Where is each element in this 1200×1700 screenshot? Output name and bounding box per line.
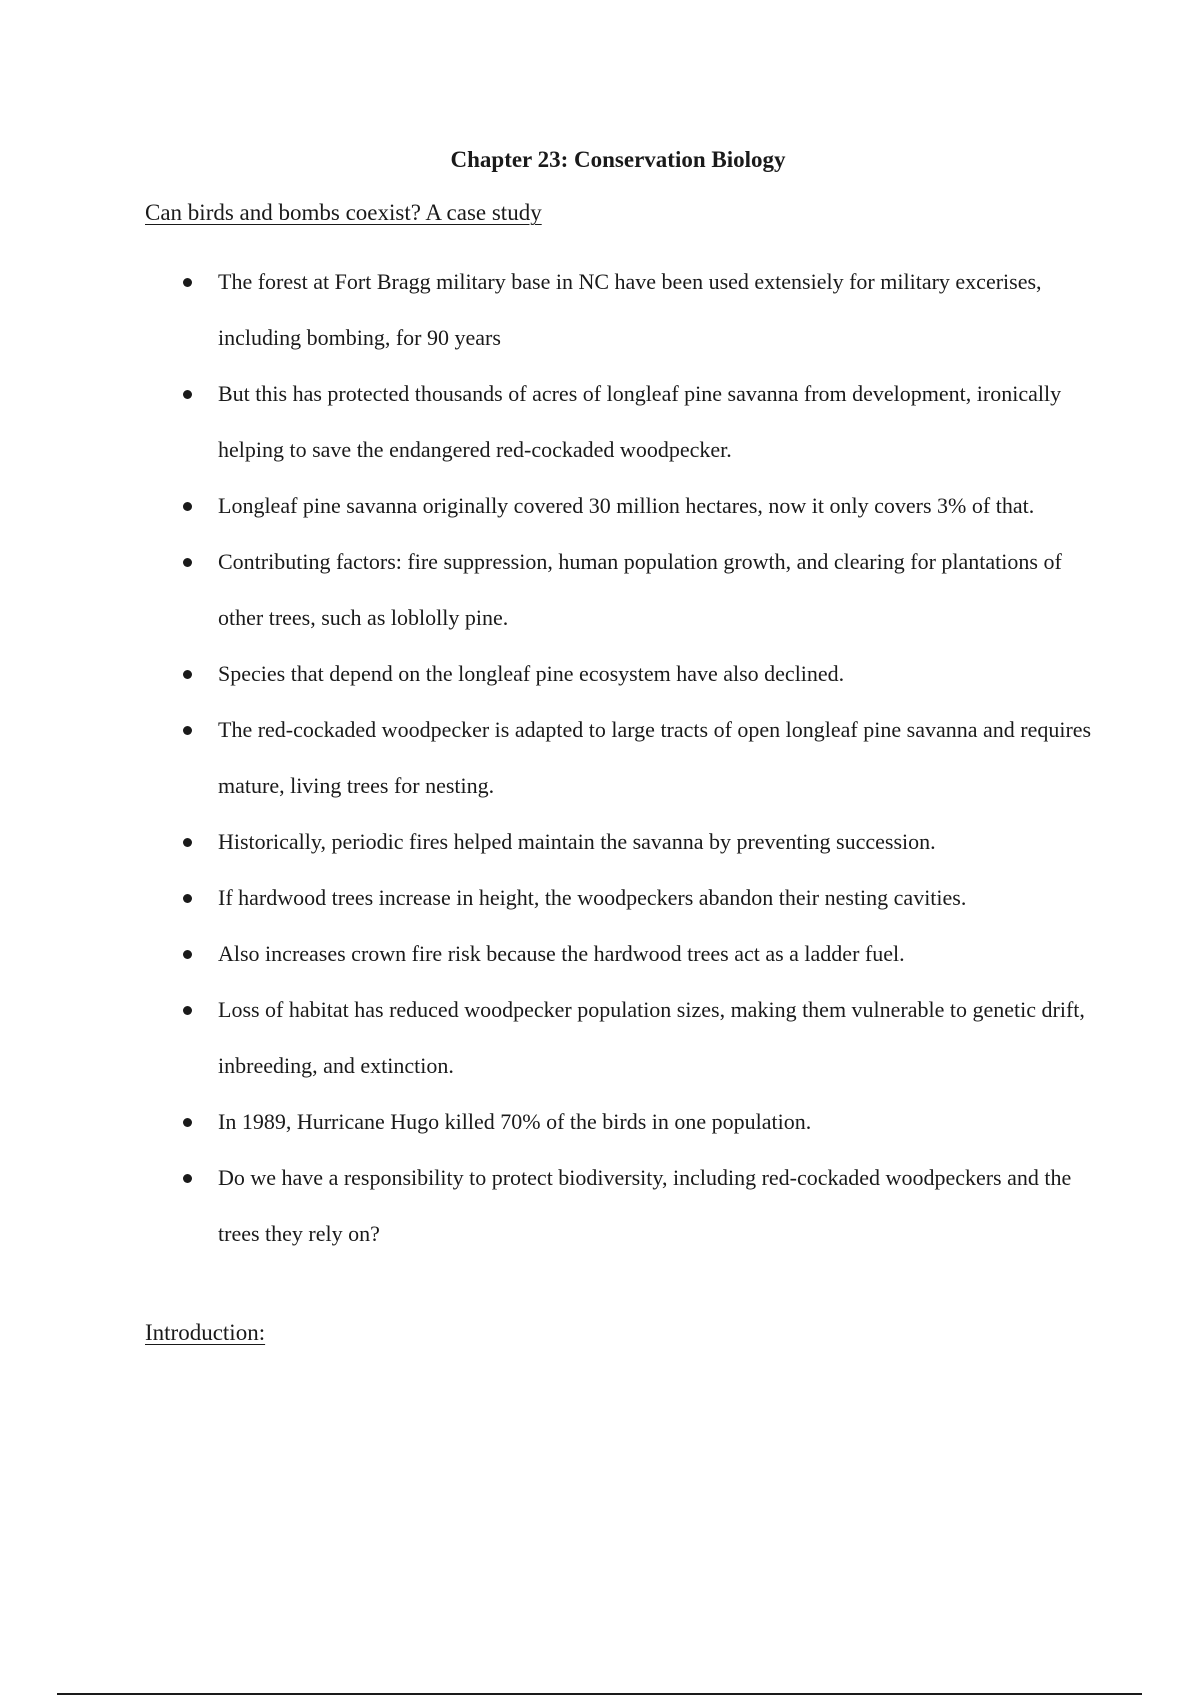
case-study-bullet-list — [0, 254, 1098, 1262]
list-item — [0, 254, 1098, 366]
case-study-heading: Can birds and bombs coexist? A case study — [145, 200, 542, 225]
bullet-icon — [183, 278, 192, 287]
list-item — [0, 702, 1098, 814]
introduction-heading: Introduction: — [145, 1320, 266, 1345]
bullet-text: Historically, periodic fires helped maintain the savanna by preventing succession. — [218, 829, 936, 854]
list-item — [0, 478, 1098, 534]
list-item — [0, 982, 1098, 1094]
bullet-text: Do we have a responsibility to protect biodiversity, including red-cockaded woodpeckers and the trees they rely on? — [218, 1165, 1072, 1246]
bullet-icon — [183, 894, 192, 903]
bullet-icon — [183, 1118, 192, 1127]
bullet-icon — [183, 390, 192, 399]
bullet-icon — [183, 502, 192, 511]
bullet-icon — [183, 558, 192, 567]
bullet-icon — [183, 838, 192, 847]
bullet-text: The forest at Fort Bragg military base in NC have been used extensiely for military excerises, including bombing, for 90 years — [218, 269, 1042, 350]
bullet-text: The red-cockaded woodpecker is adapted to large tracts of open longleaf pine savanna and requires mature, living trees for nesting. — [218, 717, 1092, 798]
list-item — [0, 814, 1098, 870]
bullet-icon — [183, 1174, 192, 1183]
bullet-icon — [183, 726, 192, 735]
footer-divider — [57, 1693, 1142, 1695]
bullet-icon — [183, 670, 192, 679]
page-title: Chapter 23: Conservation Biology — [450, 147, 786, 172]
list-item — [0, 534, 1098, 646]
list-item — [0, 366, 1098, 478]
list-item — [0, 1150, 1098, 1262]
bullet-icon — [183, 950, 192, 959]
list-item — [0, 926, 1098, 982]
bullet-text: Species that depend on the longleaf pine ecosystem have also declined. — [218, 661, 845, 686]
bullet-text: Contributing factors: fire suppression, human population growth, and clearing for plantations of other trees, such as loblolly pine. — [218, 549, 1062, 630]
list-item — [0, 1094, 1098, 1150]
bullet-text: In 1989, Hurricane Hugo killed 70% of the birds in one population. — [218, 1109, 812, 1134]
bullet-text: If hardwood trees increase in height, the woodpeckers abandon their nesting cavities. — [218, 885, 967, 910]
bullet-icon — [183, 1006, 192, 1015]
bullet-text: Loss of habitat has reduced woodpecker population sizes, making them vulnerable to genetic drift, inbreeding, and extinction. — [218, 997, 1085, 1078]
list-item — [0, 870, 1098, 926]
bullet-text: Longleaf pine savanna originally covered 30 million hectares, now it only covers 3% of that. — [218, 493, 1035, 518]
bullet-text: But this has protected thousands of acres of longleaf pine savanna from development, ironically helping to save the endangered red-cockaded woodpecker. — [218, 381, 1062, 462]
bullet-text: Also increases crown fire risk because the hardwood trees act as a ladder fuel. — [218, 941, 905, 966]
list-item — [0, 646, 1098, 702]
